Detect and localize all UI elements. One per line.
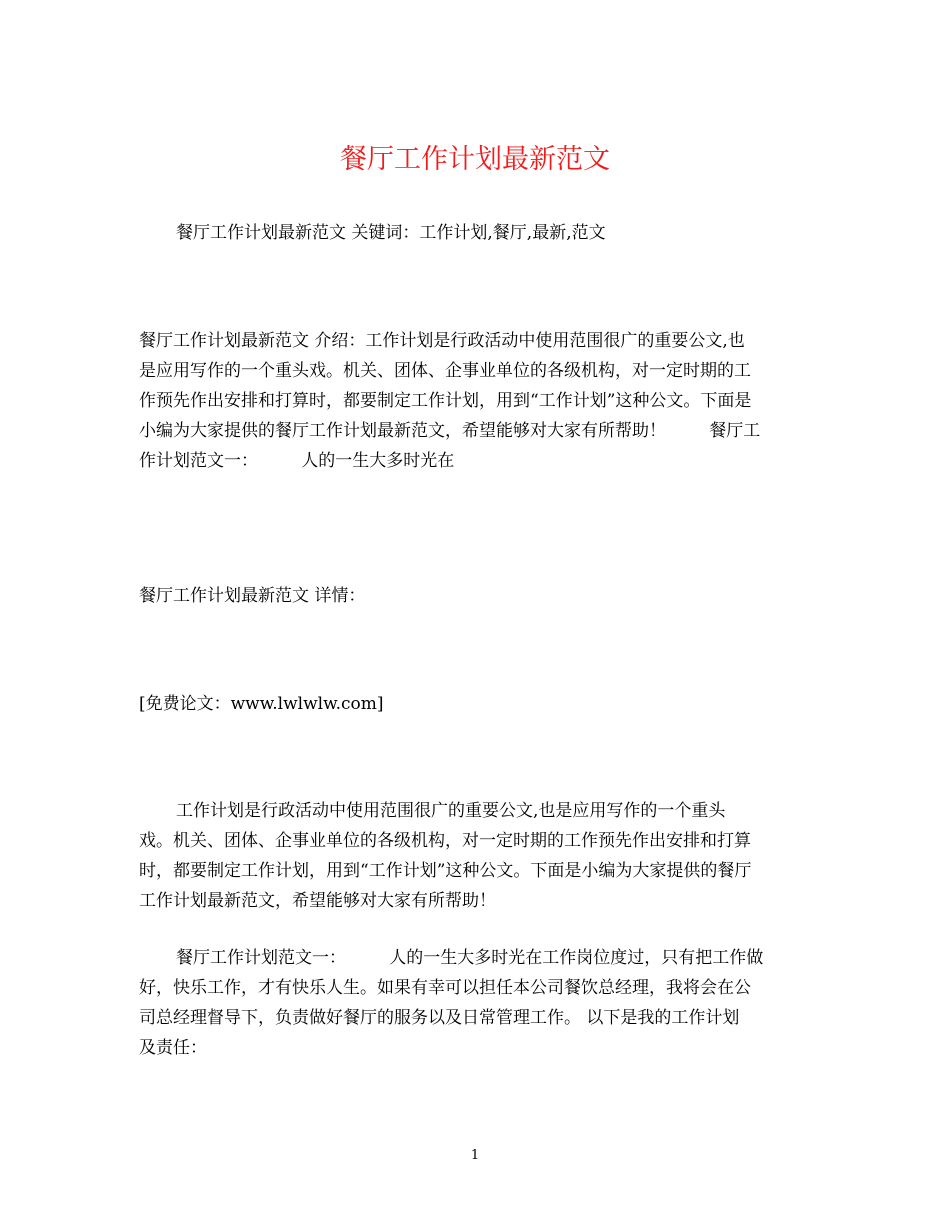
body-line: 工作计划是行政活动中使用范围很广的重要公文,也是应用写作的一个重头 — [176, 801, 726, 821]
page-number: 1 — [470, 1148, 480, 1163]
body-line: 好，快乐工作，才有快乐人生。如果有幸可以担任本公司餐饮总经理，我将会在公 — [139, 978, 751, 998]
intro-line: 作计划范文一： 人的一生大多时光在 — [139, 451, 455, 471]
intro-paragraph — [139, 326, 811, 476]
body-paragraph-2 — [139, 943, 811, 1063]
intro-line: 小编为大家提供的餐厅工作计划最新范文，希望能够对大家有所帮助！ 餐厅工 — [139, 421, 761, 441]
keywords-paragraph — [139, 218, 811, 248]
source-link-line — [139, 689, 811, 719]
details-label — [139, 581, 811, 611]
body-line: 时，都要制定工作计划，用到“工作计划”这种公文。下面是小编为大家提供的餐厅 — [139, 861, 752, 881]
body-paragraph-1 — [139, 796, 811, 916]
details-label-line: 餐厅工作计划最新范文 详情： — [139, 586, 366, 606]
body-line: 餐厅工作计划范文一： 人的一生大多时光在工作岗位度过，只有把工作做 — [176, 948, 764, 968]
intro-line: 作预先作出安排和打算时，都要制定工作计划，用到“工作计划”这种公文。下面是 — [139, 391, 752, 411]
intro-line: 是应用写作的一个重头戏。机关、团体、企事业单位的各级机构，对一定时期的工 — [139, 361, 751, 381]
body-line: 戏。机关、团体、企事业单位的各级机构，对一定时期的工作预先作出安排和打算 — [139, 831, 751, 851]
body-line: 司总经理督导下，负责做好餐厅的服务以及日常管理工作。 以下是我的工作计划 — [139, 1008, 740, 1028]
body-line: 工作计划最新范文，希望能够对大家有所帮助！ — [139, 891, 496, 911]
body-line: 及责任： — [139, 1038, 207, 1058]
keywords-line: 餐厅工作计划最新范文 关键词：工作计划,餐厅,最新,范文 — [176, 223, 606, 243]
source-link-text: [免费论文：www.lwlwlw.com] — [139, 694, 384, 714]
document-title: 餐厅工作计划最新范文 — [340, 144, 610, 175]
intro-line: 餐厅工作计划最新范文 介绍：工作计划是行政活动中使用范围很广的重要公文,也 — [139, 331, 745, 351]
